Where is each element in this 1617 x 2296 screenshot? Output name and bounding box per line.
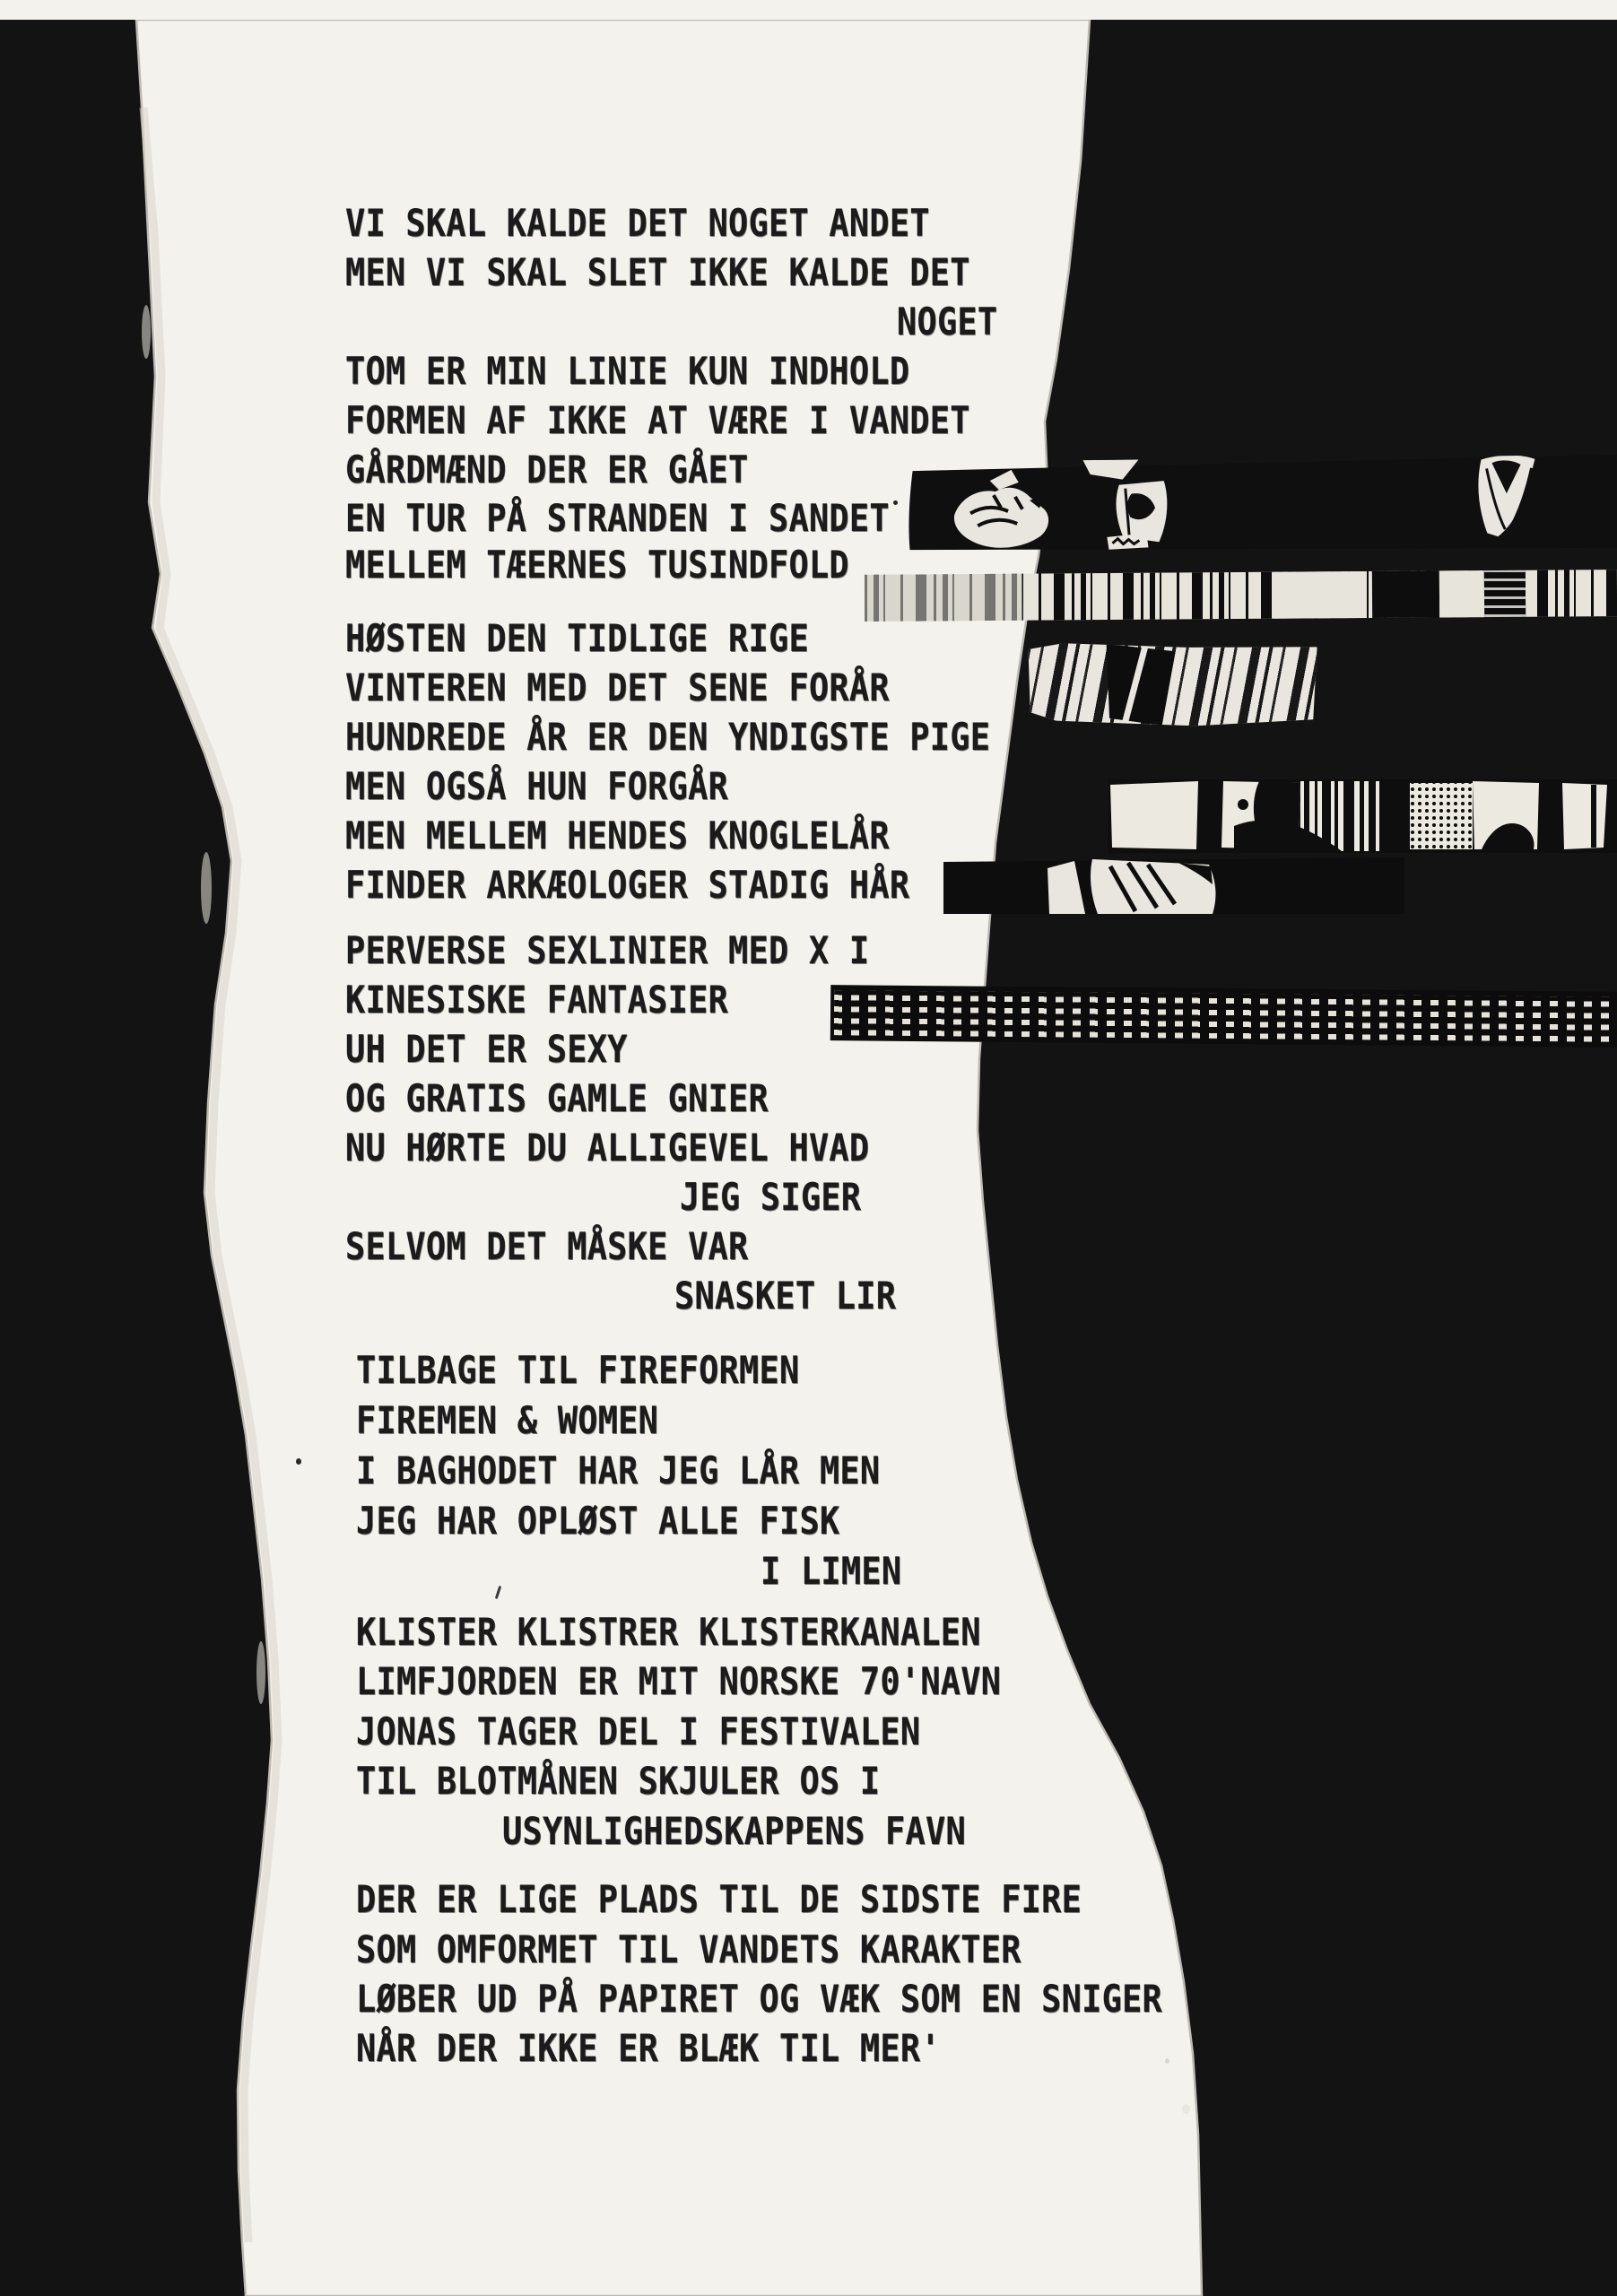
poem-line: SELVOM DET MÅSKE VAR — [345, 1224, 749, 1269]
poem-line: TOM ER MIN LINIE KUN INDHOLD — [345, 349, 910, 394]
poem-line: FORMEN AF IKKE AT VÆRE I VANDET — [345, 398, 970, 443]
barcode-white-gap-2 — [1439, 570, 1484, 617]
poem-line: UH DET ER SEXY — [345, 1027, 628, 1072]
paper-fleck — [1165, 2058, 1169, 2064]
film-end-panel — [1562, 783, 1607, 849]
poem-line: VI SKAL KALDE DET NOGET ANDET — [345, 201, 930, 246]
barcode-gray-fragment — [865, 574, 1022, 622]
poem-line: JEG SIGER — [680, 1175, 862, 1220]
poem-line: OG GRATIS GAMLE GNIER — [345, 1076, 769, 1121]
poem-line: KINESISKE FANTASIER — [345, 978, 729, 1022]
film-strip-fragment — [1108, 779, 1617, 853]
poem-line: JEG HAR OPLØST ALLE FISK — [356, 1499, 840, 1544]
paper-fleck — [1182, 2104, 1190, 2114]
poem-line: MEN MELLEM HENDES KNOGLELÅR — [345, 813, 890, 858]
poem-line: USYNLIGHEDSKAPPENS FAVN — [502, 1809, 966, 1854]
barcode-black-block — [1372, 570, 1439, 618]
poem-line: LØBER UD PÅ PAPIRET OG VÆK SOM EN SNIGER — [356, 1977, 1163, 2022]
poem-line: GÅRDMÆND DER ER GÅET — [345, 448, 749, 492]
barcode-strip — [865, 570, 1617, 622]
poem-line: LIMFJORDEN ER MIT NORSKE 70'NAVN — [356, 1659, 1002, 1704]
poem-line: FINDER ARKÆOLOGER STADIG HÅR — [345, 863, 910, 908]
poem-line: MEN OGSÅ HUN FORGÅR — [345, 764, 729, 809]
poem-line: HØSTEN DEN TIDLIGE RIGE — [345, 616, 809, 661]
poem-line: NOGET — [897, 300, 998, 344]
poem-line: SOM OMFORMET TIL VANDETS KARAKTER — [356, 1927, 1021, 1972]
white-dot-grid — [834, 990, 1613, 1042]
poem-line: MEN VI SKAL SLET IKKE KALDE DET — [345, 250, 970, 295]
poem-line: TILBAGE TIL FIREFORMEN — [356, 1348, 800, 1393]
poem-line: SNASKET LIR — [674, 1274, 897, 1318]
film-white-panel — [1110, 781, 1198, 849]
poem-line: MELLEM TÆERNES TUSINDFOLD — [345, 543, 849, 587]
ink-speck — [296, 1458, 301, 1465]
comic-hands-strip — [907, 455, 1617, 555]
poem-line: HUNDREDE ÅR ER DEN YNDIGSTE PIGE — [345, 715, 991, 760]
film-halftone-panel — [1410, 783, 1473, 849]
poem-line: DER ER LIGE PLADS TIL DE SIDSTE FIRE — [356, 1877, 1082, 1922]
poem-line: I BAGHODET HAR JEG LÅR MEN — [356, 1448, 881, 1493]
poem-line: EN TUR PÅ STRANDEN I SANDET — [345, 496, 890, 541]
poem-line: VINTEREN MED DET SENE FORÅR — [345, 665, 890, 710]
poem-line: FIREMEN & WOMEN — [356, 1398, 659, 1443]
poem-line: KLISTER KLISTRER KLISTERKANALEN — [356, 1610, 981, 1655]
barcode-white-gap — [1274, 571, 1363, 619]
poem-line: NU HØRTE DU ALLIGEVEL HVAD — [345, 1126, 870, 1170]
diagonal-lines-fragment — [1027, 643, 1317, 727]
poem-line: JONAS TAGER DEL I FESTIVALEN — [356, 1709, 921, 1754]
barcode-dotted-block — [1484, 570, 1526, 617]
poem-line: TIL BLOTMÅNEN SKJULER OS I — [356, 1759, 881, 1804]
dark-collage-strip — [943, 857, 1404, 914]
poem-line: PERVERSE SEXLINIER MED X I — [345, 928, 870, 973]
poem-line: I LIMEN — [761, 1549, 902, 1594]
poem-line: NÅR DER IKKE ER BLÆK TIL MER' — [356, 2026, 941, 2071]
ink-speck — [893, 500, 898, 505]
dotted-grid-strip — [830, 985, 1617, 1048]
